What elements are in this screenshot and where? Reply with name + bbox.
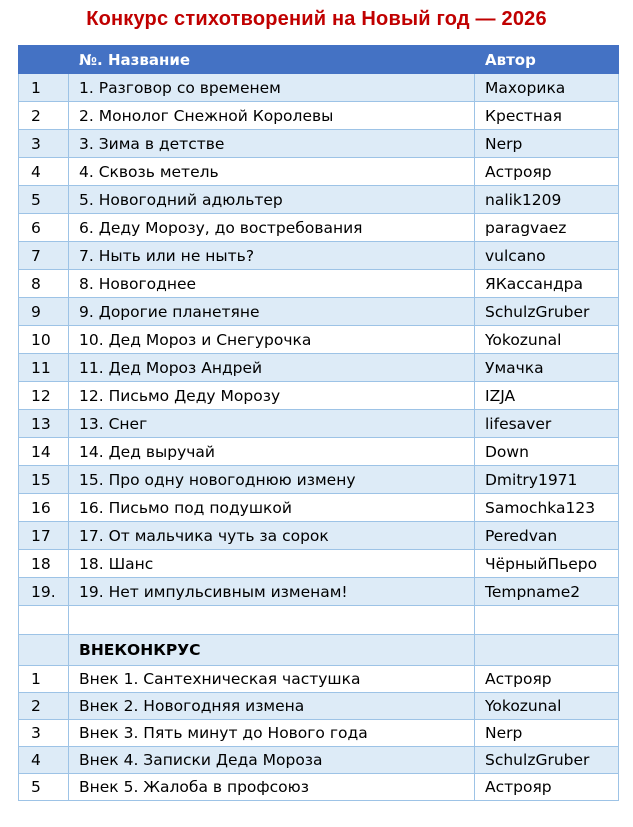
- poem-title: 14. Дед выручай: [69, 438, 475, 466]
- row-number: 5: [19, 774, 69, 801]
- row-number: 19.: [19, 578, 69, 606]
- empty-cell: [19, 606, 69, 635]
- poem-title: 13. Снег: [69, 410, 475, 438]
- table-row: [19, 270, 619, 298]
- poem-title: 16. Письмо под подушкой: [69, 494, 475, 522]
- poem-title: Внек 4. Записки Деда Мороза: [69, 747, 475, 774]
- header-row: [19, 46, 619, 74]
- poem-title: 8. Новогоднее: [69, 270, 475, 298]
- row-number: 13: [19, 410, 69, 438]
- column-header-author: Автор: [475, 46, 619, 74]
- poem-author: SchulzGruber: [475, 747, 619, 774]
- poem-title: 17. От мальчика чуть за сорок: [69, 522, 475, 550]
- table-row: [19, 466, 619, 494]
- poem-title: Внек 3. Пять минут до Нового года: [69, 720, 475, 747]
- poem-author: Астрояр: [475, 774, 619, 801]
- row-number: 5: [19, 186, 69, 214]
- row-number: 3: [19, 130, 69, 158]
- row-number: 17: [19, 522, 69, 550]
- row-number: 4: [19, 747, 69, 774]
- poem-title: 5. Новогодний адюльтер: [69, 186, 475, 214]
- poem-title: 10. Дед Мороз и Снегурочка: [69, 326, 475, 354]
- poem-title: 19. Нет импульсивным изменам!: [69, 578, 475, 606]
- poem-title: 2. Монолог Снежной Королевы: [69, 102, 475, 130]
- poem-author: Умачка: [475, 354, 619, 382]
- poem-author: Астрояр: [475, 666, 619, 693]
- row-number: 9: [19, 298, 69, 326]
- table-row: [19, 410, 619, 438]
- poem-author: Крестная: [475, 102, 619, 130]
- row-number: 1: [19, 666, 69, 693]
- table-row: [19, 578, 619, 606]
- table-row: [19, 130, 619, 158]
- poem-title: 11. Дед Мороз Андрей: [69, 354, 475, 382]
- row-number: 15: [19, 466, 69, 494]
- table-row: [19, 354, 619, 382]
- poem-author: ЧёрныйПьеро: [475, 550, 619, 578]
- row-number: 10: [19, 326, 69, 354]
- poem-author: IZJA: [475, 382, 619, 410]
- poem-author: Астрояр: [475, 158, 619, 186]
- poem-title: 7. Ныть или не ныть?: [69, 242, 475, 270]
- poem-title: Внек 1. Сантехническая частушка: [69, 666, 475, 693]
- column-header-title: №. Название: [69, 46, 475, 74]
- poem-author: Peredvan: [475, 522, 619, 550]
- poem-author: nalik1209: [475, 186, 619, 214]
- row-number: 2: [19, 693, 69, 720]
- poem-author: Tempname2: [475, 578, 619, 606]
- row-number: 12: [19, 382, 69, 410]
- poem-title: 1. Разговор со временем: [69, 74, 475, 102]
- poem-author: Nerp: [475, 720, 619, 747]
- row-number: 6: [19, 214, 69, 242]
- poem-title: 6. Деду Морозу, до востребования: [69, 214, 475, 242]
- row-number: 16: [19, 494, 69, 522]
- row-number: 1: [19, 74, 69, 102]
- poem-title: 4. Сквозь метель: [69, 158, 475, 186]
- row-number: 2: [19, 102, 69, 130]
- poem-author: ЯКассандра: [475, 270, 619, 298]
- poem-title: 3. Зима в детстве: [69, 130, 475, 158]
- poem-title: 9. Дорогие планетяне: [69, 298, 475, 326]
- table-row: [19, 214, 619, 242]
- table-row: [19, 74, 619, 102]
- empty-cell: [475, 606, 619, 635]
- row-number: 4: [19, 158, 69, 186]
- table-row: [19, 102, 619, 130]
- row-number: 14: [19, 438, 69, 466]
- table-row: [19, 438, 619, 466]
- poems-table: [18, 45, 619, 801]
- table-row: [19, 550, 619, 578]
- column-header-index: [19, 46, 69, 74]
- row-number: 11: [19, 354, 69, 382]
- page-title: Конкурс стихотворений на Новый год — 2026: [86, 8, 547, 30]
- table-row: [19, 186, 619, 214]
- poem-author: vulcano: [475, 242, 619, 270]
- section-heading-row: [19, 635, 619, 666]
- poem-author: Yokozunal: [475, 326, 619, 354]
- row-number: 18: [19, 550, 69, 578]
- poem-author: lifesaver: [475, 410, 619, 438]
- table-row: [19, 720, 619, 747]
- table-body: [19, 74, 619, 801]
- table-row: [19, 522, 619, 550]
- table-row: [19, 494, 619, 522]
- table-row: [19, 326, 619, 354]
- poem-author: SchulzGruber: [475, 298, 619, 326]
- table-row: [19, 774, 619, 801]
- table-row: [19, 382, 619, 410]
- section-heading: ВНЕКОНКРУС: [69, 635, 475, 666]
- table-row: [19, 158, 619, 186]
- row-number: 3: [19, 720, 69, 747]
- table-row: [19, 747, 619, 774]
- empty-cell: [475, 635, 619, 666]
- poem-author: Samochka123: [475, 494, 619, 522]
- poem-author: Yokozunal: [475, 693, 619, 720]
- poem-author: Dmitry1971: [475, 466, 619, 494]
- spacer-row: [19, 606, 619, 635]
- poem-author: paragvaez: [475, 214, 619, 242]
- empty-cell: [19, 635, 69, 666]
- poem-author: Down: [475, 438, 619, 466]
- row-number: 8: [19, 270, 69, 298]
- table-row: [19, 693, 619, 720]
- poem-title: 18. Шанс: [69, 550, 475, 578]
- poem-title: 12. Письмо Деду Морозу: [69, 382, 475, 410]
- poem-author: Махорика: [475, 74, 619, 102]
- poem-author: Nerp: [475, 130, 619, 158]
- table-row: [19, 666, 619, 693]
- table-row: [19, 242, 619, 270]
- table-row: [19, 298, 619, 326]
- poem-title: Внек 5. Жалоба в профсоюз: [69, 774, 475, 801]
- empty-cell: [69, 606, 475, 635]
- poem-title: 15. Про одну новогоднюю измену: [69, 466, 475, 494]
- row-number: 7: [19, 242, 69, 270]
- poem-title: Внек 2. Новогодняя измена: [69, 693, 475, 720]
